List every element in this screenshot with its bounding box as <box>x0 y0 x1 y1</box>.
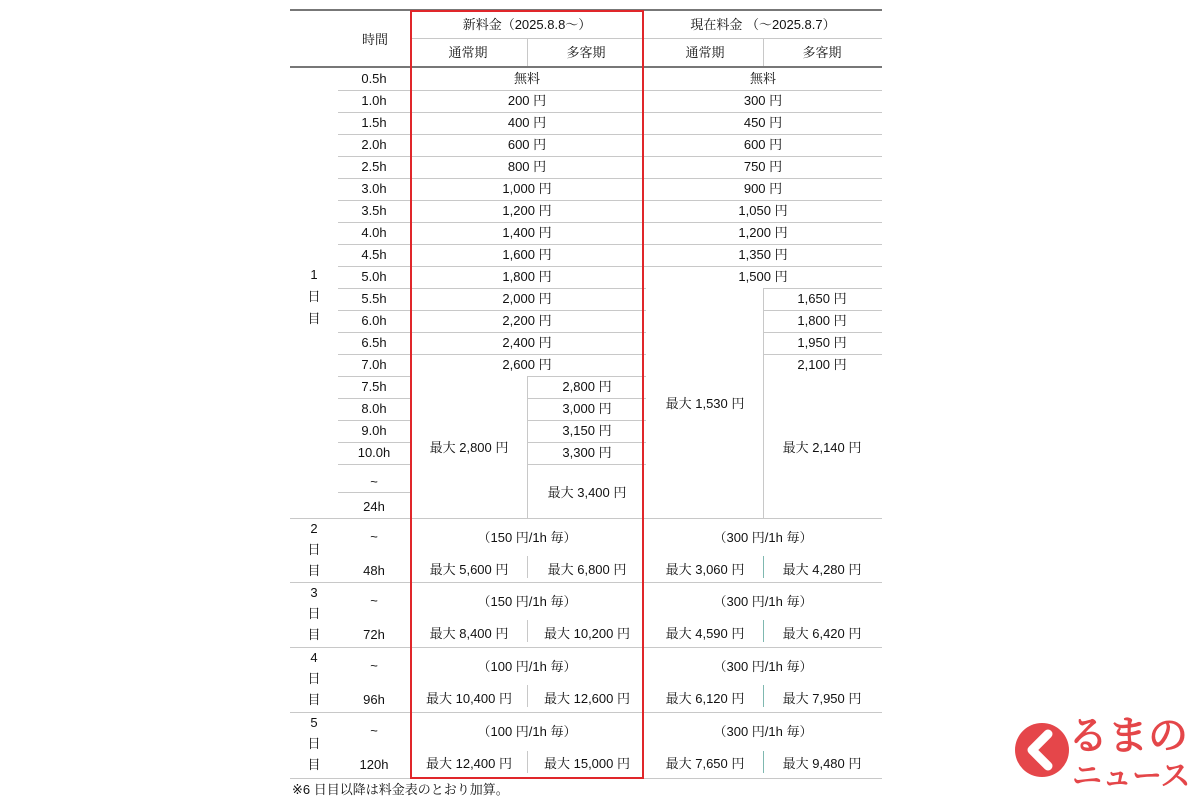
time-cell: 6.0h <box>361 313 387 328</box>
time-cell: 1.5h <box>361 115 387 130</box>
new-hourly-rate: （100 円/1h 毎） <box>477 724 577 739</box>
new-peak-max: 最大 10,200 円 <box>544 626 630 641</box>
current-hourly-rate: （300 円/1h 毎） <box>713 530 813 545</box>
time-row-divider <box>338 266 410 267</box>
current-peak-fee-cell: 1,950 円 <box>797 335 847 350</box>
time-cell: 0.5h <box>361 71 387 86</box>
day-label-day: 日 <box>307 736 321 751</box>
time-row-divider <box>338 134 410 135</box>
current-fee-cell: 1,050 円 <box>738 203 788 218</box>
current-row-divider <box>646 134 882 135</box>
current-peak-fee-cell: 2,100 円 <box>797 357 847 372</box>
header-new-regular: 通常期 <box>448 45 488 60</box>
time-row-divider <box>338 398 410 399</box>
time-cell: 5.0h <box>361 269 387 284</box>
time-cell: 4.0h <box>361 225 387 240</box>
time-row-divider <box>338 288 410 289</box>
current-row-divider <box>646 112 882 113</box>
day1-label-3: 目 <box>307 311 321 326</box>
day-label-number: 4 <box>310 650 318 665</box>
day-label-day: 日 <box>307 671 321 686</box>
header-new-peak: 多客期 <box>566 45 606 60</box>
current-regular-max: 最大 3,060 円 <box>665 562 745 577</box>
current-row-divider <box>646 244 882 245</box>
new-peak-fee-cell: 3,000 円 <box>562 401 612 416</box>
day-label-suffix: 目 <box>307 627 321 642</box>
new-hourly-rate: （150 円/1h 毎） <box>477 530 577 545</box>
current-regular-max: 最大 6,120 円 <box>665 691 745 706</box>
new-fee-cell: 400 円 <box>507 115 547 130</box>
new-peak-fee-cell: 3,150 円 <box>562 423 612 438</box>
day-tilde: ~ <box>370 658 378 673</box>
new-hourly-rate: （100 円/1h 毎） <box>477 659 577 674</box>
current-peak-row-divider <box>763 288 882 289</box>
time-row-divider <box>338 420 410 421</box>
new-peak-max: 最大 6,800 円 <box>547 562 627 577</box>
new-regular-max: 最大 10,400 円 <box>426 691 512 706</box>
current-peak-row-divider <box>763 310 882 311</box>
time-row-divider <box>338 376 410 377</box>
header-current-regular: 通常期 <box>685 45 725 60</box>
new-regular-max: 最大 5,600 円 <box>429 562 509 577</box>
day-hours: 120h <box>359 757 389 772</box>
current-fee-cell: 450 円 <box>743 115 783 130</box>
time-row-divider <box>338 200 410 201</box>
current-peak-max: 最大 4,280 円 <box>782 562 862 577</box>
day-label-day: 日 <box>307 606 321 621</box>
time-row-divider <box>338 492 410 493</box>
time-row-divider <box>338 310 410 311</box>
day-tilde: ~ <box>370 723 378 738</box>
current-fee-cell: 1,350 円 <box>738 247 788 262</box>
kurumano-news-logo <box>1012 712 1191 796</box>
new-peak-max: 最大 15,000 円 <box>544 756 630 771</box>
time-cell: 5.5h <box>361 291 387 306</box>
time-row-divider <box>338 112 410 113</box>
new-fee-cell: 1,800 円 <box>502 269 552 284</box>
time-cell: 9.0h <box>361 423 387 438</box>
new-fee-cell: 無料 <box>513 71 541 86</box>
current-fee-cell: 無料 <box>749 71 777 86</box>
time-row-divider <box>338 222 410 223</box>
current-fee-cell: 900 円 <box>743 181 783 196</box>
new-peak-max: 最大 12,600 円 <box>544 691 630 706</box>
day1-current-regular-max: 最大 1,530 円 <box>665 396 745 411</box>
day-label-number: 3 <box>310 585 318 600</box>
day-hours: 72h <box>363 627 385 642</box>
current-peak-row-divider <box>763 354 882 355</box>
day1-label-1: 1 <box>310 267 318 282</box>
current-peak-max: 最大 7,950 円 <box>782 691 862 706</box>
new-fee-cell: 2,000 円 <box>502 291 552 306</box>
footnote: ※6 日目以降は料金表のとおり加算。 <box>292 782 509 797</box>
current-row-divider <box>646 200 882 201</box>
time-row-divider <box>338 156 410 157</box>
current-row-divider <box>646 222 882 223</box>
day1-label-2: 日 <box>307 289 321 304</box>
time-row-divider <box>338 90 410 91</box>
day-tilde: ~ <box>370 529 378 544</box>
current-regular-max: 最大 7,650 円 <box>665 756 745 771</box>
day-hours: 48h <box>363 563 385 578</box>
new-fee-cell: 2,600 円 <box>502 357 552 372</box>
day-label-suffix: 目 <box>307 692 321 707</box>
new-fee-cell: 1,600 円 <box>502 247 552 262</box>
header-current-fee: 現在料金 （～2025.8.7） <box>690 17 836 32</box>
time-row-divider <box>338 464 410 465</box>
day-label-number: 2 <box>310 521 318 536</box>
time-row-divider <box>338 178 410 179</box>
current-fee-cell: 1,500 円 <box>738 269 788 284</box>
current-regular-max: 最大 4,590 円 <box>665 626 745 641</box>
new-regular-max: 最大 12,400 円 <box>426 756 512 771</box>
time-cell: 2.5h <box>361 159 387 174</box>
new-fee-cell: 2,400 円 <box>502 335 552 350</box>
time-cell: 4.5h <box>361 247 387 262</box>
time-row-divider <box>338 332 410 333</box>
time-cell: 8.0h <box>361 401 387 416</box>
logo-text-line1: るまの <box>1068 714 1188 758</box>
new-peak-fee-cell: 2,800 円 <box>562 379 612 394</box>
time-cell: 10.0h <box>357 445 391 460</box>
time-cell: 3.0h <box>361 181 387 196</box>
logo-text-line2: ニュース <box>1072 760 1191 793</box>
current-row-divider <box>646 156 882 157</box>
day-label-day: 日 <box>307 542 321 557</box>
current-peak-max: 最大 9,480 円 <box>782 756 862 771</box>
time-cell: 2.0h <box>361 137 387 152</box>
day-label-suffix: 目 <box>307 757 321 772</box>
current-peak-max: 最大 6,420 円 <box>782 626 862 641</box>
new-fee-cell: 2,200 円 <box>502 313 552 328</box>
new-fee-cell: 800 円 <box>507 159 547 174</box>
time-row-divider <box>338 244 410 245</box>
new-fee-cell: 1,400 円 <box>502 225 552 240</box>
day1-new-regular-max: 最大 2,800 円 <box>429 440 509 455</box>
current-row-divider <box>646 90 882 91</box>
current-fee-cell: 1,200 円 <box>738 225 788 240</box>
current-row-divider <box>646 266 882 267</box>
time-cell: 6.5h <box>361 335 387 350</box>
current-fee-cell: 600 円 <box>743 137 783 152</box>
header-time: 時間 <box>361 32 389 47</box>
day1-tilde: ~ <box>370 474 378 489</box>
current-fee-cell: 300 円 <box>743 93 783 108</box>
day-label-number: 5 <box>310 715 318 730</box>
time-cell: 1.0h <box>361 93 387 108</box>
time-cell: 7.5h <box>361 379 387 394</box>
new-fee-cell: 1,000 円 <box>502 181 552 196</box>
day-tilde: ~ <box>370 593 378 608</box>
header-new-fee: 新料金（2025.8.8～） <box>462 17 592 32</box>
day1-current-peak-max: 最大 2,140 円 <box>782 440 862 455</box>
new-fee-cell: 1,200 円 <box>502 203 552 218</box>
new-hourly-rate: （150 円/1h 毎） <box>477 594 577 609</box>
header-current-peak: 多客期 <box>802 45 842 60</box>
time-row-divider <box>338 354 410 355</box>
new-peak-fee-cell: 3,300 円 <box>562 445 612 460</box>
day-label-suffix: 目 <box>307 563 321 578</box>
current-hourly-rate: （300 円/1h 毎） <box>713 724 813 739</box>
current-hourly-rate: （300 円/1h 毎） <box>713 659 813 674</box>
new-regular-max: 最大 8,400 円 <box>429 626 509 641</box>
new-fee-cell: 600 円 <box>507 137 547 152</box>
time-cell: 3.5h <box>361 203 387 218</box>
day-hours: 96h <box>363 692 385 707</box>
current-fee-cell: 750 円 <box>743 159 783 174</box>
logo-mark-icon <box>1012 720 1072 780</box>
current-peak-row-divider <box>763 332 882 333</box>
time-cell: 7.0h <box>361 357 387 372</box>
current-hourly-rate: （300 円/1h 毎） <box>713 594 813 609</box>
current-row-divider <box>646 178 882 179</box>
day1-new-peak-max: 最大 3,400 円 <box>547 485 627 500</box>
current-peak-fee-cell: 1,800 円 <box>797 313 847 328</box>
new-fee-cell: 200 円 <box>507 93 547 108</box>
time-row-divider <box>338 442 410 443</box>
day1-end-time: 24h <box>363 499 385 514</box>
current-peak-fee-cell: 1,650 円 <box>797 291 847 306</box>
